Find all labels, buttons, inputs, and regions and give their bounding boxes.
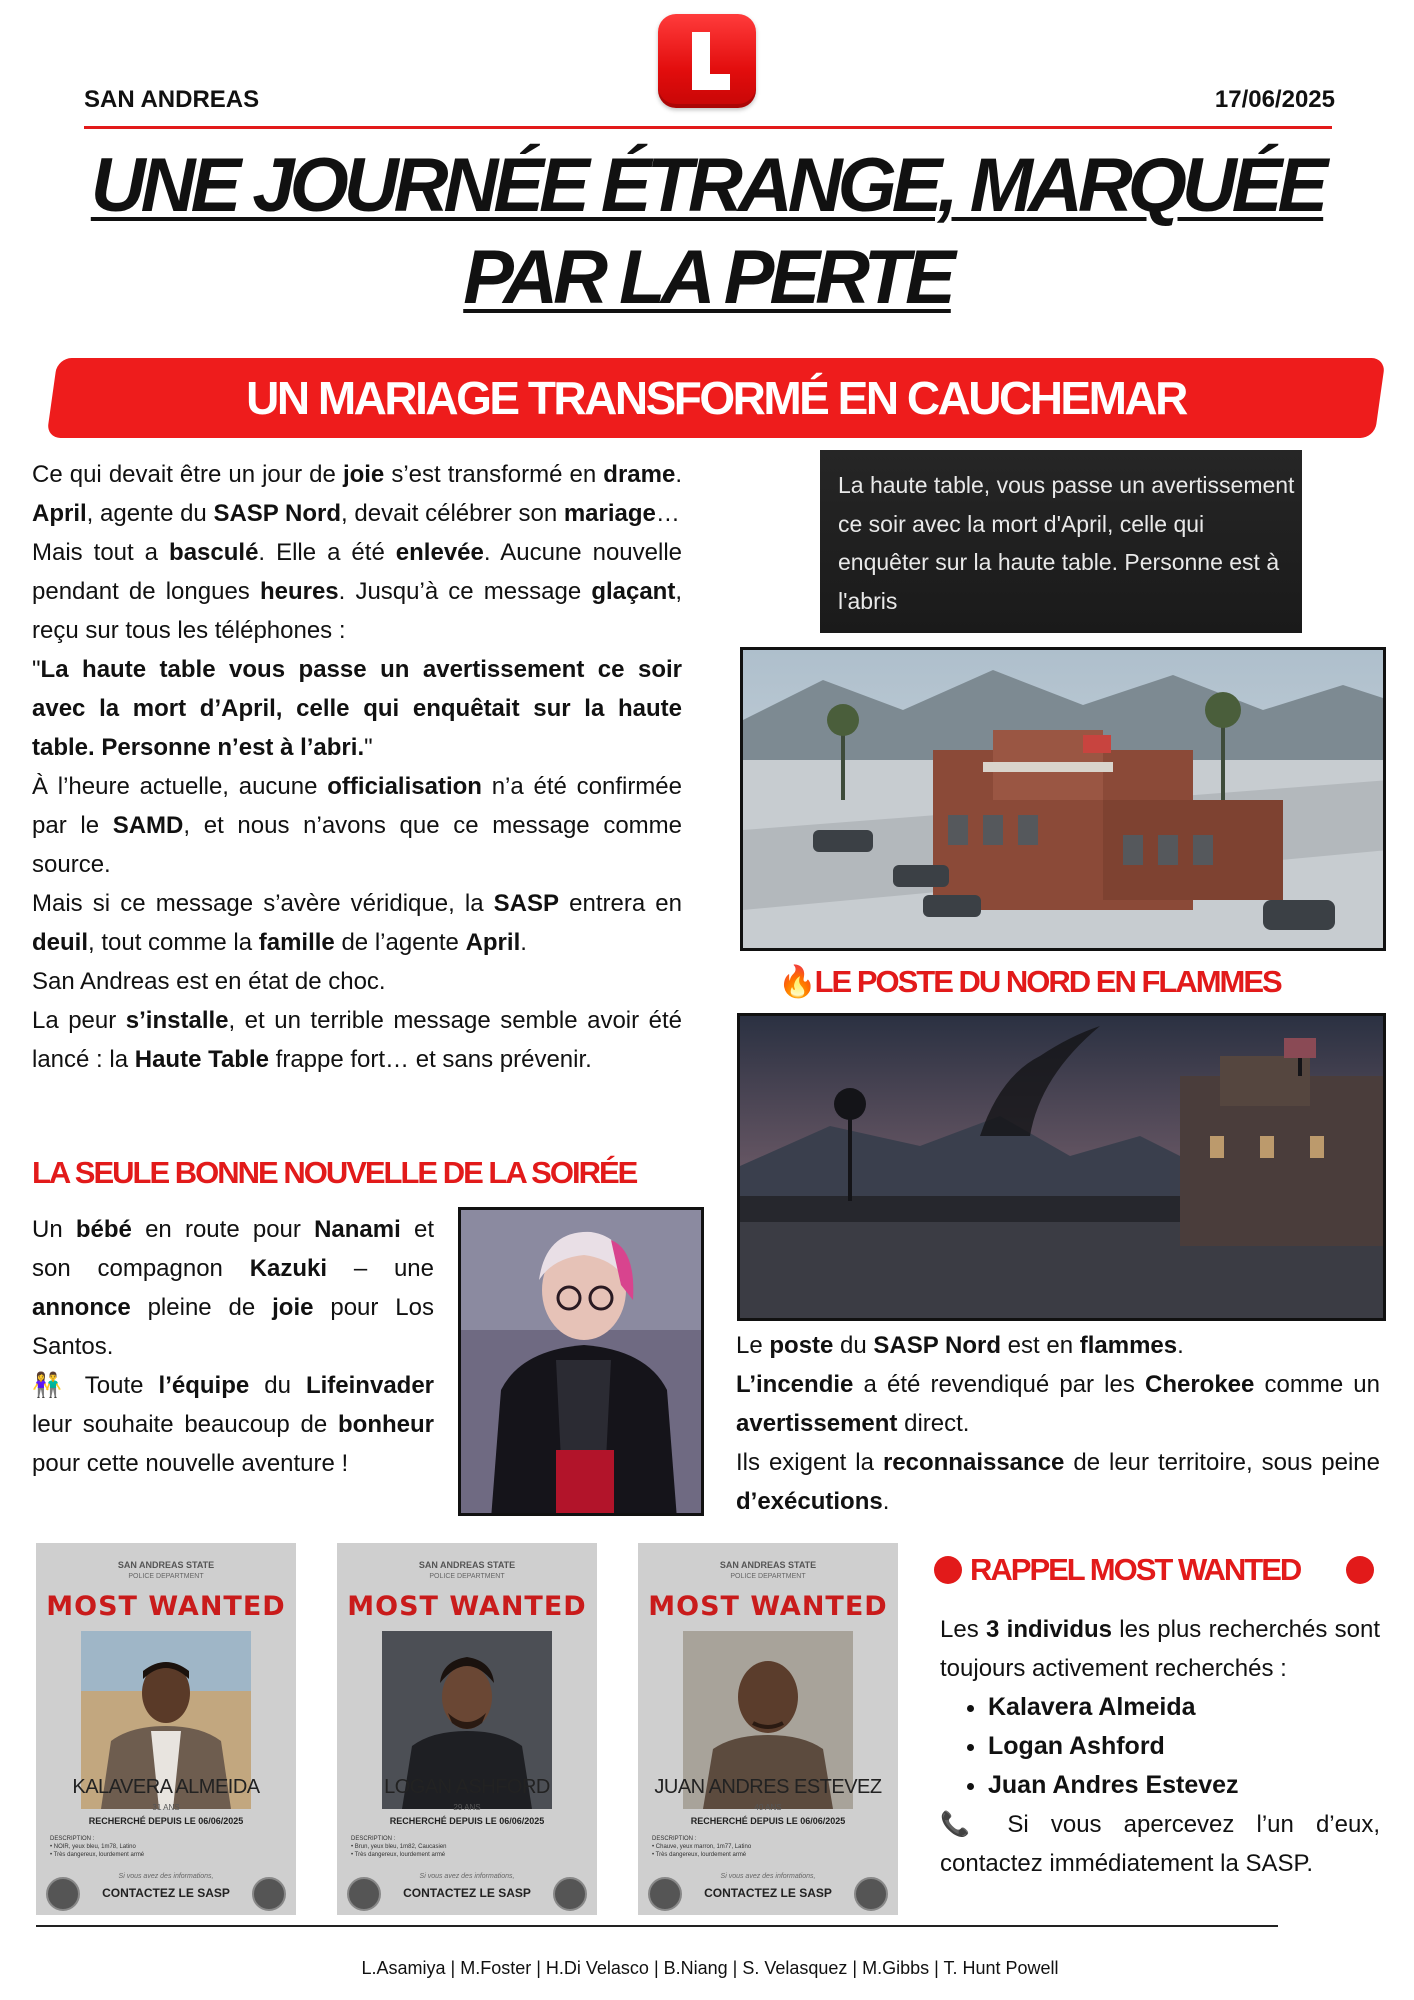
- poster-age: 31 ANS: [152, 1803, 180, 1812]
- poster-info: Si vous avez des informations,: [118, 1873, 214, 1880]
- poster-org: SAN ANDREAS STATE: [719, 1560, 817, 1570]
- fire-paragraph: Le poste du SASP Nord est en flammes.: [736, 1332, 1184, 1359]
- poster-contact: CONTACTEZ LE SASP: [102, 1886, 230, 1900]
- poster-since: RECHERCHÉ DEPUIS LE 06/06/2025: [389, 1816, 545, 1826]
- article-quote: "La haute table vous passe un avertissement ce soir avec la mort d’April, celle qui enquêtait sur la haute table. Personne n’est à l’abri.": [32, 656, 682, 761]
- wanted-poster-logan: [337, 1543, 597, 1915]
- police-station-photo: [740, 647, 1386, 951]
- good-news-title: LA SEULE BONNE NOUVELLE DE LA SOIRÉE: [32, 1155, 637, 1190]
- poster-since: RECHERCHÉ DEPUIS LE 06/06/2025: [88, 1816, 244, 1826]
- poster-desc-label: DESCRIPTION :: [50, 1836, 95, 1842]
- page-headline: [40, 140, 1374, 324]
- police-seal-icon: [347, 1877, 381, 1911]
- poster-age: 40 ANS: [754, 1803, 782, 1812]
- fire-paragraph: Ils exigent la reconnaissance de leur territoire, sous peine d’exécutions.: [736, 1449, 1380, 1515]
- article-paragraph: À l’heure actuelle, aucune officialisation n’a été confirmée par le SAMD, et nous n’avons que ce message comme source.: [32, 773, 683, 878]
- most-wanted-list: [940, 1688, 1380, 1805]
- poster-desc-line: • Très dangereux, lourdement armé: [50, 1852, 145, 1858]
- fire-paragraph: L’incendie a été revendiqué par les Cherokee comme un avertissement direct.: [736, 1371, 1381, 1437]
- good-news-paragraph: 👫 Toute l’équipe du Lifeinvader leur souhaite beaucoup de bonheur pour cette nouvelle aventure !: [32, 1372, 435, 1477]
- sasp-badge-icon: [553, 1877, 587, 1911]
- poster-since: RECHERCHÉ DEPUIS LE 06/06/2025: [690, 1816, 846, 1826]
- poster-desc-line: • Très dangereux, lourdement armé: [652, 1852, 747, 1858]
- wanted-poster-juan: [638, 1543, 898, 1915]
- red-circle-icon: [934, 1556, 962, 1584]
- article-paragraph: San Andreas est en état de choc.: [32, 968, 386, 995]
- footer-divider: [36, 1925, 1278, 1927]
- poster-desc-line: • Chauve, yeux marron, 1m77, Latino: [652, 1844, 752, 1850]
- subtitle-banner: UN MARIAGE TRANSFORMÉ EN CAUCHEMAR: [246, 372, 1186, 424]
- message-screenshot: [820, 450, 1302, 633]
- station-night-photo: [737, 1013, 1386, 1321]
- message-text: La haute table, vous passe un avertissement ce soir avec la mort d'April, celle qui enquêter sur la haute table. Personne est à l'abris: [838, 472, 1295, 614]
- poster-name: JUAN ANDRES ESTEVEZ: [654, 1776, 882, 1798]
- poster-desc-label: DESCRIPTION :: [652, 1836, 697, 1842]
- poster-age: 29 ANS: [453, 1803, 481, 1812]
- article-main: [32, 455, 682, 1079]
- most-wanted-title-text: RAPPEL MOST WANTED: [970, 1552, 1301, 1587]
- issue-date: 17/06/2025: [1214, 86, 1335, 113]
- article-paragraph: Mais si ce message s’avère véridique, la SASP entrera en deuil, tout comme la famille de l’agente April.: [32, 890, 682, 956]
- police-seal-icon: [648, 1877, 682, 1911]
- poster-name: KALAVERA ALMEIDA: [72, 1776, 260, 1798]
- red-circle-icon: [1346, 1556, 1374, 1584]
- poster-description: [351, 1835, 571, 1859]
- poster-desc-line: • NOIR, yeux bleu, 1m78, Latino: [50, 1844, 136, 1850]
- article-paragraph: Ce qui devait être un jour de joie s’est transformé en drame. April, agente du SASP Nord, devait célébrer son mariage…: [32, 461, 682, 527]
- poster-heading: MOST WANTED: [46, 1591, 286, 1622]
- location-label: SAN ANDREAS: [84, 86, 260, 113]
- poster-description: [50, 1835, 270, 1859]
- list-item: • Kalavera Almeida: [988, 1688, 1380, 1727]
- most-wanted-intro: Les 3 individus les plus recherchés sont toujours activement recherchés :: [940, 1616, 1380, 1682]
- poster-heading: MOST WANTED: [347, 1591, 587, 1622]
- headline-line-1: UNE JOURNÉE ÉTRANGE, MARQUÉE: [90, 143, 1324, 228]
- article-paragraph: La peur s’installe, et un terrible message semble avoir été lancé : la Haute Table frappe fort… et sans prévenir.: [32, 1007, 683, 1073]
- poster-description: [652, 1835, 872, 1859]
- poster-dept: POLICE DEPARTMENT: [128, 1573, 204, 1580]
- nanami-photo: [458, 1207, 704, 1516]
- sasp-badge-icon: [854, 1877, 888, 1911]
- most-wanted-reminder: [940, 1610, 1380, 1883]
- good-news-paragraph: Un bébé en route pour Nanami et son compagnon Kazuki – une annonce pleine de joie pour Los Santos.: [32, 1216, 435, 1360]
- poster-contact: CONTACTEZ LE SASP: [704, 1886, 832, 1900]
- poster-org: SAN ANDREAS STATE: [117, 1560, 215, 1570]
- police-seal-icon: [46, 1877, 80, 1911]
- headline-line-2: PAR LA PERTE: [463, 235, 951, 320]
- poster-contact: CONTACTEZ LE SASP: [403, 1886, 531, 1900]
- wanted-poster-kalavera: [36, 1543, 296, 1915]
- list-item: • Juan Andres Estevez: [988, 1766, 1380, 1805]
- fire-article: [736, 1326, 1380, 1521]
- poster-org: SAN ANDREAS STATE: [418, 1560, 516, 1570]
- article-paragraph: Mais tout a basculé. Elle a été enlevée. Aucune nouvelle pendant de longues heures. Jusqu’à ce message glaçant, reçu sur tous les téléphones :: [32, 539, 683, 644]
- most-wanted-outro: 📞 Si vous apercevez l’un d’eux, contactez immédiatement la SASP.: [940, 1811, 1380, 1877]
- poster-desc-line: • Très dangereux, lourdement armé: [351, 1852, 446, 1858]
- poster-dept: POLICE DEPARTMENT: [730, 1573, 806, 1580]
- sasp-badge-icon: [252, 1877, 286, 1911]
- poster-name: LOGAN ASHFORD: [384, 1776, 550, 1798]
- lifeinvader-logo: [658, 14, 756, 108]
- poster-dept: POLICE DEPARTMENT: [429, 1573, 505, 1580]
- poster-desc-label: DESCRIPTION :: [351, 1836, 396, 1842]
- header-divider: [84, 126, 1332, 129]
- author-credits: L.Asamiya | M.Foster | H.Di Velasco | B.Niang | S. Velasquez | M.Gibbs | T. Hunt Powell: [361, 1958, 1059, 1978]
- most-wanted-title: [934, 1552, 1384, 1592]
- fire-section-title: 🔥LE POSTE DU NORD EN FLAMMES: [778, 964, 1281, 999]
- poster-heading: MOST WANTED: [648, 1591, 888, 1622]
- poster-info: Si vous avez des informations,: [720, 1873, 816, 1880]
- poster-info: Si vous avez des informations,: [419, 1873, 515, 1880]
- list-item: • Logan Ashford: [988, 1727, 1380, 1766]
- good-news-article: [32, 1210, 434, 1483]
- poster-desc-line: • Brun, yeux bleu, 1m82, Caucasien: [351, 1844, 447, 1850]
